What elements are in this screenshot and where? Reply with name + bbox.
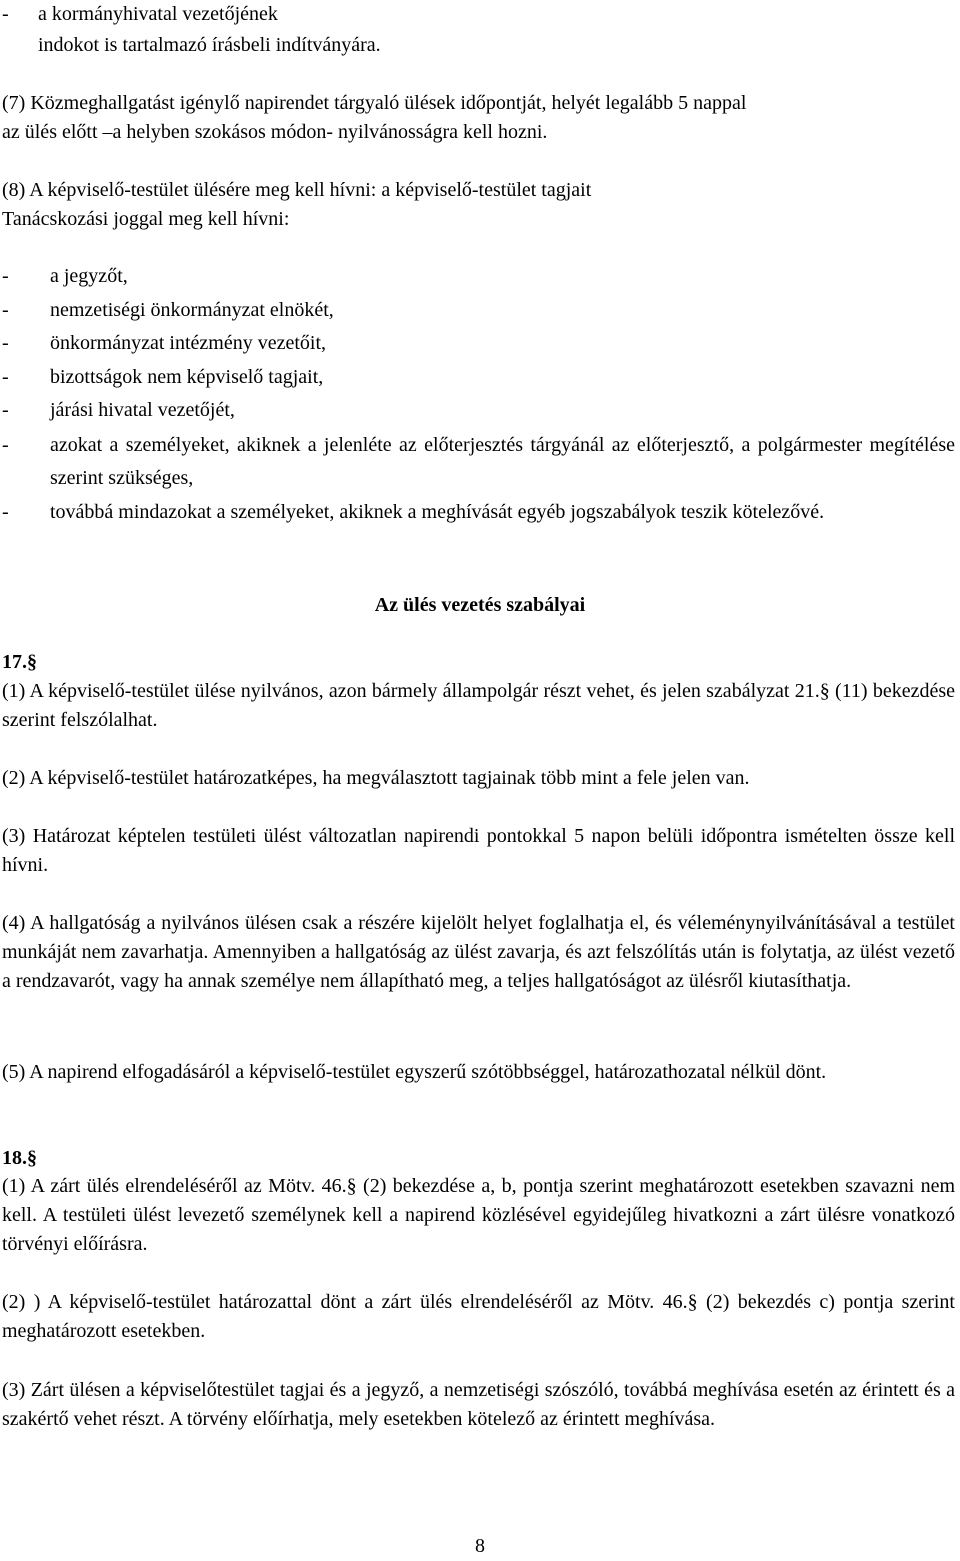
list-item-continuation: indokot is tartalmazó írásbeli indítványára. [38,34,381,56]
list-dash: - [2,434,9,456]
list-dash: - [2,265,9,287]
list-dash: - [2,332,9,354]
section-17-paragraph-3: (3) Határozat képtelen testületi ülést változatlan napirendi pontokkal 5 napon belüli időpontra ismételten össze kell hívni. [2,825,955,876]
list-dash: - [2,366,9,388]
section-18-paragraph-3: (3) Zárt ülésen a képviselőtestület tagjai és a jegyző, a nemzetiségi szószóló, továbbá meghívása esetén az érintett és a szakértő vehet részt. A törvény előírhatja, mely esetekben kötelező az érintett meghívása. [2,1379,955,1430]
section-number-18: 18.§ [2,1147,37,1169]
section-number-17: 17.§ [2,651,37,673]
invitee-text: járási hivatal vezetőjét, [50,399,235,421]
list-dash: - [2,3,9,25]
section-17-paragraph-1: (1) A képviselő-testület ülése nyilvános, azon bármely állampolgár részt vehet, és jelen szabályzat 21.§ (11) bekezdése szerint felszólalhat. [2,680,955,731]
paragraph-7-line-1: (7) Közmeghallgatást igénylő napirendet tárgyaló ülések időpontját, helyét legalább 5 nappal [2,92,747,114]
invitee-item [2,396,955,425]
section-17-paragraph-4: (4) A hallgatóság a nyilvános ülésen csak a részére kijelölt helyet foglalhatja el, és véleménynyilvánításával a testület munkáját nem zavarhatja. Amennyiben a hallgatóság az ülést zavarja, és azt felszólítás után is folytatja, az ülést vezető a rendzavarót, vagy ha annak személye nem állapítható meg, a teljes hallgatóságot az ülésről kiutasíthatja. [2,912,955,992]
list-dash: - [2,299,9,321]
section-17-paragraph-2: (2) A képviselő-testület határozatképes, ha megválasztott tagjainak több mint a fele jelen van. [2,767,750,789]
invitee-text: nemzetiségi önkormányzat elnökét, [50,299,334,321]
section-heading: Az ülés vezetés szabályai [374,594,586,616]
list-dash: - [2,501,9,523]
invitee-item [2,363,955,392]
invitee-item [2,262,955,291]
invitee-text: azokat a személyeket, akiknek a jelenléte az előterjesztés tárgyánál az előterjesztő, a polgármester megítélése szerint szükséges, [50,434,955,489]
invitee-text: önkormányzat intézmény vezetőit, [50,332,327,354]
invitee-item [2,329,955,358]
invitee-item [2,429,955,495]
paragraph-8-line-2: Tanácskozási joggal meg kell hívni: [2,208,290,230]
list-dash: - [2,399,9,421]
list-item [2,0,955,29]
section-18-paragraph-2: (2) ) A képviselő-testület határozattal dönt a zárt ülés elrendeléséről az Mötv. 46.§ (2) bekezdés c) pontja szerint meghatározott esetekben. [2,1291,955,1342]
list-item-text: a kormányhivatal vezetőjének [38,3,278,25]
invitee-text: továbbá mindazokat a személyeket, akiknek a meghívását egyéb jogszabályok teszik kötelezővé. [50,501,825,523]
paragraph-8-line-1: (8) A képviselő-testület ülésére meg kell hívni: a képviselő-testület tagjait [2,179,592,201]
section-18-paragraph-1: (1) A zárt ülés elrendeléséről az Mötv. 46.§ (2) bekezdése a, b, pontja szerint meghatározott esetekben szavazni nem kell. A testületi ülést levezető személynek kell a napirend közlésével egyidejűleg hivatkozni a zárt ülésre vonatkozó törvényi előírásra. [2,1175,955,1255]
invitee-item [2,296,955,325]
section-17-paragraph-5: (5) A napirend elfogadásáról a képviselő-testület egyszerű szótöbbséggel, határozathozatal nélkül dönt. [2,1061,827,1083]
page-number: 8 [475,1535,485,1557]
invitee-text: bizottságok nem képviselő tagjait, [50,366,324,388]
paragraph-7-line-2: az ülés előtt –a helyben szokásos módon- nyilvánosságra kell hozni. [2,121,548,143]
invitee-item [2,496,955,529]
invitee-text: a jegyzőt, [50,265,128,287]
